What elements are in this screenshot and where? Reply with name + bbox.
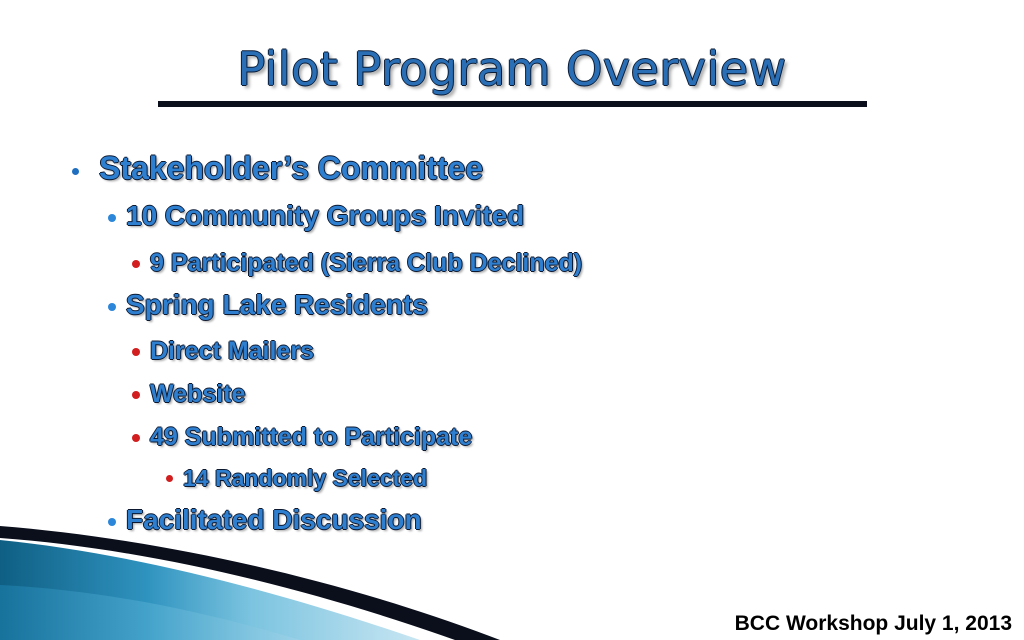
bullet-dot-icon: [132, 348, 140, 356]
bullet-dot-icon: [132, 434, 140, 442]
bullet-spring-lake-residents: [108, 289, 428, 321]
bullet-submitted: [132, 423, 472, 452]
bullet-text: 10 Community Groups Invited: [126, 200, 525, 231]
bullet-text: Stakeholder’s Committee: [99, 150, 484, 186]
bullet-community-groups: [108, 200, 524, 232]
bullet-participated: [132, 249, 582, 278]
bullet-dot-icon: [166, 475, 173, 482]
bullet-direct-mailers: [132, 337, 314, 366]
bullet-text: Facilitated Discussion: [126, 504, 422, 535]
bullet-facilitated-discussion: [108, 504, 422, 536]
bullet-text: Direct Mailers: [150, 337, 314, 365]
bullet-stakeholders-committee: [72, 150, 483, 187]
bullet-dot-icon: [108, 214, 116, 222]
bullet-text: Website: [150, 380, 246, 408]
bullet-randomly-selected: [166, 465, 427, 492]
bullet-dot-icon: [108, 303, 116, 311]
bullet-dot-icon: [132, 391, 140, 399]
bullet-website: [132, 380, 245, 409]
title-underline: [158, 101, 867, 107]
bullet-text: Spring Lake Residents: [126, 289, 428, 320]
bullet-text: 9 Participated (Sierra Club Declined): [150, 249, 583, 277]
slide-title: Pilot Program Overview: [237, 42, 787, 96]
slide-footer: BCC Workshop July 1, 2013: [734, 612, 1012, 635]
bullet-dot-icon: [108, 518, 116, 526]
bullet-dot-icon: [132, 260, 140, 268]
bullet-dot-icon: [72, 168, 79, 175]
bullet-text: 14 Randomly Selected: [183, 465, 428, 491]
bullet-text: 49 Submitted to Participate: [150, 423, 473, 451]
